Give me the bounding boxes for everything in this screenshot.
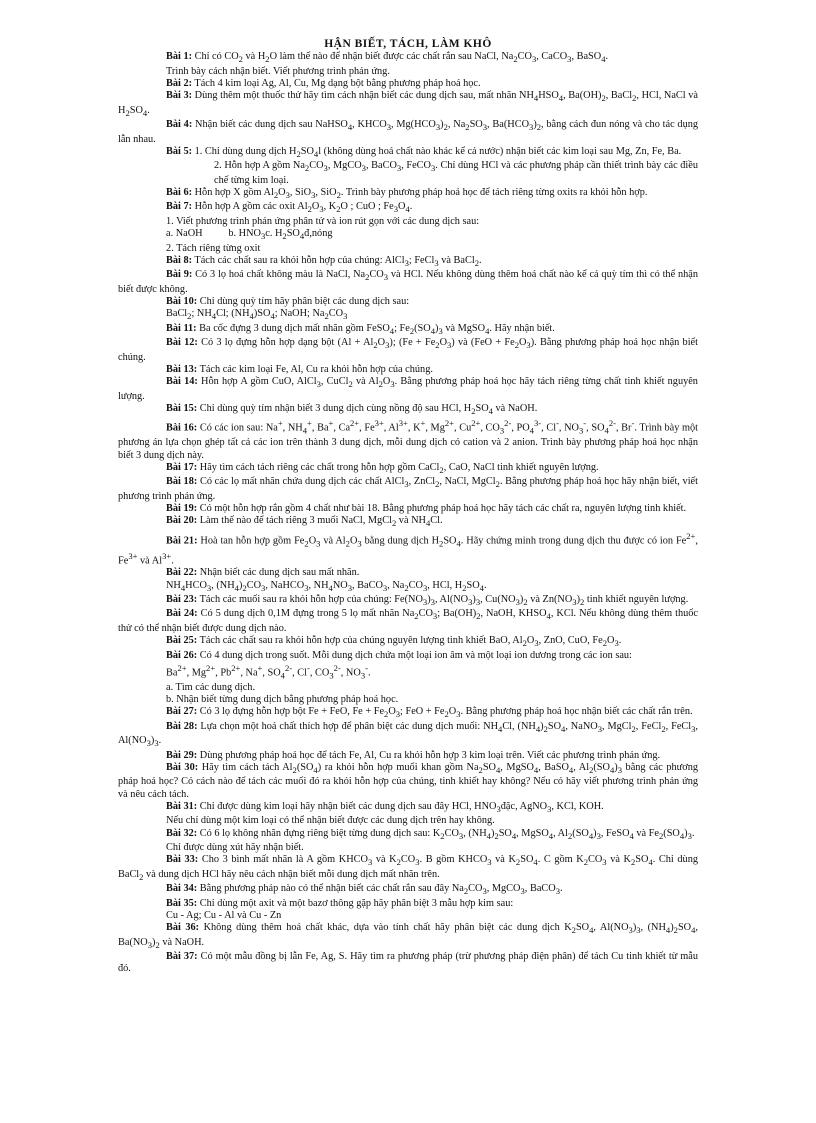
paragraph: $Ba^{2+}$, $Mg^{2+}$, $Pb^{2+}$, Na+, $SO_4^{2-}$, Cl-, $CO_3^{2-}$, $NO_3^-$. xyxy=(166,662,371,681)
page-title: HẬN BIẾT, TÁCH, LÀM KHÔ xyxy=(324,38,492,50)
paragraph: Bài 12: Có 3 lọ đựng hỗn hợp dạng bột $(Al + Al_2O_3)$; $(Fe + Fe_2O_3)$ và $(FeO + Fe_2O_3)$. Bằng phương pháp hoá học nhận biết chúng. xyxy=(118,337,698,363)
paragraph: BaCl$_2$; $NH_4Cl$; $(NH_4)SO_4$; NaOH; $Na_2CO_3$ xyxy=(166,308,348,322)
paragraph: Chỉ được dùng xút hãy nhận biết. xyxy=(166,842,304,854)
paragraph: Bài 29: Dùng phương pháp hoá học để tách Fe, Al, Cu ra khỏi hỗn hợp 3 kim loại trên. Viết các phương trình phản ứng. xyxy=(166,749,661,761)
paragraph: Bài 32: Có 6 lọ không nhãn đựng riêng biệt từng dung dịch sau: $K_2CO_3$, $(NH_4)_2SO_4$, MgSO$_4$, $Al_2(SO_4)_3$, FeSO$_4$ và $Fe_2(SO_4)_3$. xyxy=(166,827,695,841)
paragraph: Bài 10: Chỉ dùng quỳ tím hãy phân biệt các dung dịch sau: xyxy=(166,296,410,308)
paragraph: Bài 16: Có các ion sau: Na+, $NH_4^+$, Ba+, $Ca^{2+}$, $Fe^{3+}$, $Al^{3+}$, K+, $Mg^{2+}$, $Cu^{2+}$, $CO_3^{2-}$, $PO_4^{3-}$, Cl-, $NO_3^-$, $SO_4^{2-}$, Br-. Trình bày một phương án lựa chọn ghép tất cả các ion trên thành 3 dung dịch, mỗi dung dịch có cation và 2 anion. Trình bày phương pháp hoá học nhận biết 3 dung dịch này. xyxy=(118,418,698,461)
paragraph: Bài 37: Có một mẫu đồng bị lẫn Fe, Ag, S. Hãy tìm ra phương pháp (trừ phương pháp điện phân) để tách Cu tinh khiết từ mẫu đó. xyxy=(118,951,698,975)
paragraph: Bài 21: Hoà tan hỗn hợp gồm $Fe_2O_3$ và $Al_2O_3$ bằng dung dịch $H_2SO_4$. Hãy chứng minh trong dung dịch thu được có ion $Fe^{2+}$, $Fe^{3+}$ và $Al^{3+}$. xyxy=(118,530,698,566)
paragraph: Bài 15: Chỉ dùng quỳ tím nhận biết 3 dung dịch cùng nồng độ sau HCl, $H_2SO_4$ và NaOH. xyxy=(166,402,538,417)
paragraph: Bài 3: Dùng thêm một thuốc thử hãy tìm cách nhận biết các dung dịch sau, mất nhãn $NH_4HSO_4$, $Ba(OH)_2$, BaCl$_2$, HCl, NaCl và $H_2SO_4$. xyxy=(118,90,698,118)
document-page xyxy=(118,38,698,976)
paragraph: Bài 28: Lựa chọn một hoá chất thích hợp để phân biệt các dung dịch muối: $NH_4Cl$, $(NH_4)_2SO_4$, NaNO$_3$, MgCl$_2$, FeCl$_2$, FeCl$_3$, $Al(NO_3)_3$. xyxy=(118,720,698,749)
paragraph: Bài 2: Tách 4 kim loại Ag, Al, Cu, Mg dạng bột bằng phương pháp hoá học. xyxy=(166,78,481,90)
paragraph: b. Nhận biết từng dung dịch bằng phương pháp hoá học. xyxy=(166,694,399,706)
paragraph: 2. Hỗn hợp A gồm $Na_2CO_3$, MgCO$_3$, BaCO$_3$, FeCO$_3$. Chỉ dùng HCl và các phương pháp cần thiết trình bày các điều chế từng kim loại. xyxy=(214,160,698,186)
paragraph: Bài 23: Tách các muối sau ra khỏi hỗn hợp của chúng: $Fe(NO_3)_3$, $Al(NO_3)_3$, $Cu(NO_3)_2$ và $Zn(NO_3)_2$ tinh khiết nguyên lượng. xyxy=(166,594,689,608)
paragraph: Bài 6: Hỗn hợp X gồm $Al_2O_3$, SiO$_3$, SiO$_2$. Trình bày phương pháp hoá học để tách riêng từng oxits ra khỏi hỗn hợp. xyxy=(166,187,648,201)
paragraph: Bài 11: Ba cốc đựng 3 dung dịch mất nhãn gồm FeSO$_4$; $Fe_2(SO_4)_3$ và MgSO$_4$. Hãy nhận biết. xyxy=(166,322,555,336)
paragraph: Bài 24: Có 5 dung dịch 0,1M đựng trong 5 lọ mất nhãn $Na_2CO_3$; $Ba(OH)_2$, NaOH, $KHSO_4$, KCl. Nếu không dùng thêm thuốc thử có thể nhận biết được dung dịch nào. xyxy=(118,608,698,634)
paragraph: Bài 30: Hãy tìm cách tách $Al_2(SO_4)$ ra khỏi hỗn hợp muối khan gồm $Na_2SO_4$, MgSO$_4$, BaSO$_4$, $Al_2(SO_4)_3$ bằng các phương pháp hoá học? Có cách nào để tách các muối đó ra khỏi hỗn hợp của chúng, tinh khiết hay không? Nếu có hãy viết phương trình phản ứng và nêu cách tách. xyxy=(118,761,698,800)
paragraph: 1. Viết phương trình phản ứng phân tử và ion rút gọn với các dung dịch sau: xyxy=(166,215,480,227)
paragraph: Nếu chỉ dùng một kim loại có thể nhận biết được các dung dịch trên hay không. xyxy=(166,815,495,827)
paragraph: Bài 31: Chỉ được dùng kim loại hãy nhận biết các dung dịch sau đây HCl, $HNO_3đặc$, AgNO$_3$, KCl, KOH. xyxy=(166,801,604,815)
paragraph: Bài 14: Hỗn hợp A gồm CuO, AlCl$_3$, CuCl$_2$ và $Al_2O_3$. Bằng phương pháp hoá học hãy tách riêng từng chất tinh khiết nguyên lượng. xyxy=(118,376,698,402)
paragraph: Bài 26: Có 4 dung dịch trong suốt. Mỗi dung dịch chứa một loại ion âm và một loại ion dương trong các ion sau: xyxy=(166,649,632,661)
paragraph: Bài 36: Không dùng thêm hoá chất khác, dựa vào tính chất hãy phân biệt các dung dịch $K_2SO_4$, $Al(NO_3)_3$, $(NH_4)_2SO_4$, $Ba(NO_3)_2$ và NaOH. xyxy=(118,922,698,950)
paragraph: Bài 18: Có các lọ mất nhãn chứa dung dịch các chất AlCl$_3$, ZnCl$_2$, NaCl, MgCl$_2$. Bằng phương pháp hoá học hãy nhận biết, viết phương trình phản ứng. xyxy=(118,476,698,502)
paragraph: Bài 8: Tách các chất sau ra khỏi hỗn hợp của chúng: AlCl$_3$; FeCl$_3$ và BaCl$_2$. xyxy=(166,254,482,268)
paragraph: a. NaOH b. $HNO_3c$. $H_2SO_4đ,nóng$ xyxy=(166,228,333,242)
paragraph: Bài 27: Có 3 lọ đựng hỗn hợp bột Fe + FeO, $Fe + Fe_2O_3$; FeO + $Fe_2O_3$. Bằng phương pháp hoá học nhận biết các chất rắn trên. xyxy=(166,706,693,720)
paragraph: Bài 22: Nhận biết các dung dịch sau mất nhãn. xyxy=(166,567,360,579)
paragraph: Bài 34: Bằng phương pháp nào có thể nhận biết các chất rắn sau đây $Na_2CO_3$, MgCO$_3$, BaCO$_3$. xyxy=(166,883,563,897)
paragraph: Bài 20: Làm thế nào để tách riêng 3 muối NaCl, MgCl$_2$ và $NH_4Cl$. xyxy=(166,515,443,529)
paragraph: Bài 9: Có 3 lọ hoá chất không màu là NaCl, $Na_2CO_3$ và HCl. Nếu không dùng thêm hoá chất nào kể cả quỳ tím thì có thể nhận biết được không. xyxy=(118,269,699,295)
paragraph: a. Tìm các dung dịch. xyxy=(166,681,256,693)
document-body xyxy=(118,51,698,975)
paragraph: Bài 4: Nhận biết các dung dịch sau NaHSO$_4$, $KHCO_3$, $Mg(HCO_3)_2$, $Na_2SO_3$, $Ba(HCO_3)_2$, bằng cách đun nóng và cho tác dụng lẫn nhau. xyxy=(118,119,699,145)
paragraph: Bài 25: Tách các chất sau ra khỏi hỗn hợp của chúng nguyên lượng tinh khiết BaO, $Al_2O_3$, ZnO, CuO, $Fe_2O_3$. xyxy=(166,635,622,649)
paragraph: $NH_4HCO_3$, $(NH_4)_2CO_3$, NaHCO$_3$, $NH_4NO_3$, BaCO$_3$, $Na_2CO_3$, HCl, $H_2SO_4$. xyxy=(166,579,487,593)
paragraph: Trình bày cách nhận biết. Viết phương trình phản ứng. xyxy=(166,65,390,77)
paragraph: Bài 1: Chỉ có $CO_2$ và $H_2O$ làm thế nào để nhận biết được các chất rắn sau NaCl, $Na_2CO_3$, CaCO$_3$, BaSO$_4$. xyxy=(166,51,609,65)
paragraph: Cu - Ag; Cu - Al và Cu - Zn xyxy=(166,909,282,921)
paragraph: Bài 7: Hỗn hợp A gồm các oxit $Al_2O_3$, $K_2O$ ; CuO ; $Fe_3O_4$. xyxy=(166,201,413,215)
paragraph: Bài 13: Tách các kim loại Fe, Al, Cu ra khỏi hỗn hợp của chúng. xyxy=(166,363,433,375)
paragraph: Bài 17: Hãy tìm cách tách riêng các chất trong hỗn hợp gồm CaCl$_2$, CaO, NaCl tinh khiết nguyên lượng. xyxy=(166,461,599,475)
paragraph: Bài 19: Có một hỗn hợp rắn gồm 4 chất như bài 18. Bằng phương pháp hoá học hãy tách các chất ra, nguyên lượng tinh khiết. xyxy=(166,503,687,514)
paragraph: Bài 5: 1. Chỉ dùng dung dịch $H_2SO_4l$ (không dùng hoá chất nào khác kể cả nước) nhận biết các kim loại sau Mg, Zn, Fe, Ba. xyxy=(166,145,682,159)
paragraph: Bài 33: Cho 3 bình mất nhãn là A gồm $KHCO_3$ và $K_2CO_3$. B gồm $KHCO_3$ và $K_2SO_4$. C gồm $K_2CO_3$ và $K_2SO_4$. Chỉ dùng BaCl$_2$ và dung dịch HCl hãy nêu cách nhận biết mỗi dung dịch mất nhãn trên. xyxy=(118,854,698,882)
paragraph: 2. Tách riêng từng oxit xyxy=(166,242,261,254)
paragraph: Bài 35: Chỉ dùng một axit và một bazơ thông gặp hãy phân biệt 3 mẫu hợp kim sau: xyxy=(166,897,514,909)
